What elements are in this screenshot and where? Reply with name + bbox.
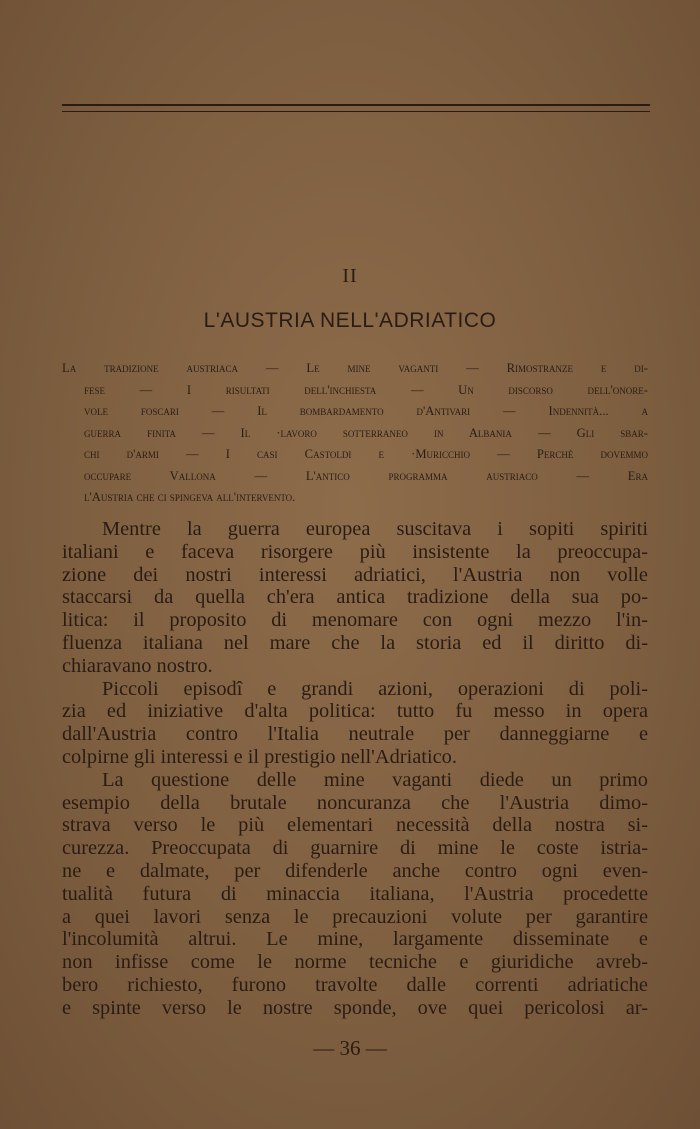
- body-line: litica: il proposito di menomare con ogni mezzo l'in-: [62, 609, 648, 632]
- body-line: zione dei nostri interessi adriatici, l'Austria non volle: [62, 563, 648, 586]
- body-line: l'incolumità altrui. Le mine, largamente disseminate e: [62, 928, 648, 951]
- summary-line: guerra finita — Il ·lavoro sotterraneo in Albania — Gli sbar-: [84, 425, 648, 440]
- body-line: e spinte verso le nostre sponde, ove quei pericolosi ar-: [62, 996, 648, 1019]
- body-line: chiaravano nostro.: [62, 654, 213, 677]
- body-line: a quei lavori senza le precauzioni volute per garantire: [62, 905, 648, 928]
- body-line: Piccoli episodî e grandi azioni, operazioni di poli-: [102, 677, 648, 700]
- body-line: curezza. Preoccupata di guarnire di mine le coste istria-: [62, 837, 648, 860]
- page-number: — 36 —: [313, 1036, 387, 1060]
- chapter-summary: [62, 358, 648, 509]
- chapter-number: II: [342, 265, 358, 287]
- summary-line: chi d'armi — I casi Castoldi e ·Muricchio — Perchè dovemmo: [84, 447, 648, 461]
- summary-line: vole foscari — Il bombardamento d'Antivari — Indennità... a: [84, 404, 648, 418]
- header-rule-bottom: [62, 111, 650, 112]
- body-line: zia ed iniziative d'alta politica: tutto fu messo in opera: [62, 700, 648, 723]
- body-line: La questione delle mine vaganti diede un primo: [102, 768, 648, 791]
- body-line: italiani e faceva risorgere più insistente la preoccupa-: [62, 540, 648, 563]
- summary-line: La tradizione austriaca — Le mine vaganti — Rimostranze e di-: [62, 361, 648, 375]
- body-line: strava verso le più elementari necessità della nostra si-: [62, 814, 648, 837]
- summary-line: l'Austria che ci spingeva all'intervento.: [84, 490, 296, 504]
- header-rule-top: [62, 104, 650, 106]
- body-line: tualità futura di minaccia italiana, l'Austria procedette: [62, 882, 648, 905]
- chapter-title: L'AUSTRIA NELL'ADRIATICO: [203, 309, 497, 332]
- summary-line: occupare Vallona — L'antico programma austriaco — Era: [84, 468, 648, 483]
- body-line: non infisse come le norme tecniche e giuridiche avreb-: [62, 951, 648, 974]
- body-text: [62, 518, 648, 1020]
- body-line: staccarsi da quella ch'era antica tradizione della sua po-: [62, 586, 648, 609]
- body-line: bero richiesto, furono travolte dalle correnti adriatiche: [62, 973, 648, 996]
- body-line: dall'Austria contro l'Italia neutrale per danneggiarne e: [62, 723, 648, 746]
- body-line: esempio della brutale noncuranza che l'Austria dimo-: [62, 791, 648, 814]
- summary-line: fese — I risultati dell'inchiesta — Un discorso dell'onore-: [84, 382, 648, 397]
- body-line: Mentre la guerra europea suscitava i sopiti spiriti: [102, 518, 648, 540]
- body-line: fluenza italiana nel mare che la storia ed il diritto di-: [62, 631, 648, 654]
- body-line: colpirne gli interessi e il prestigio nell'Adriatico.: [62, 745, 457, 768]
- body-line: ne e dalmate, per difenderle anche contro ogni even-: [62, 859, 648, 882]
